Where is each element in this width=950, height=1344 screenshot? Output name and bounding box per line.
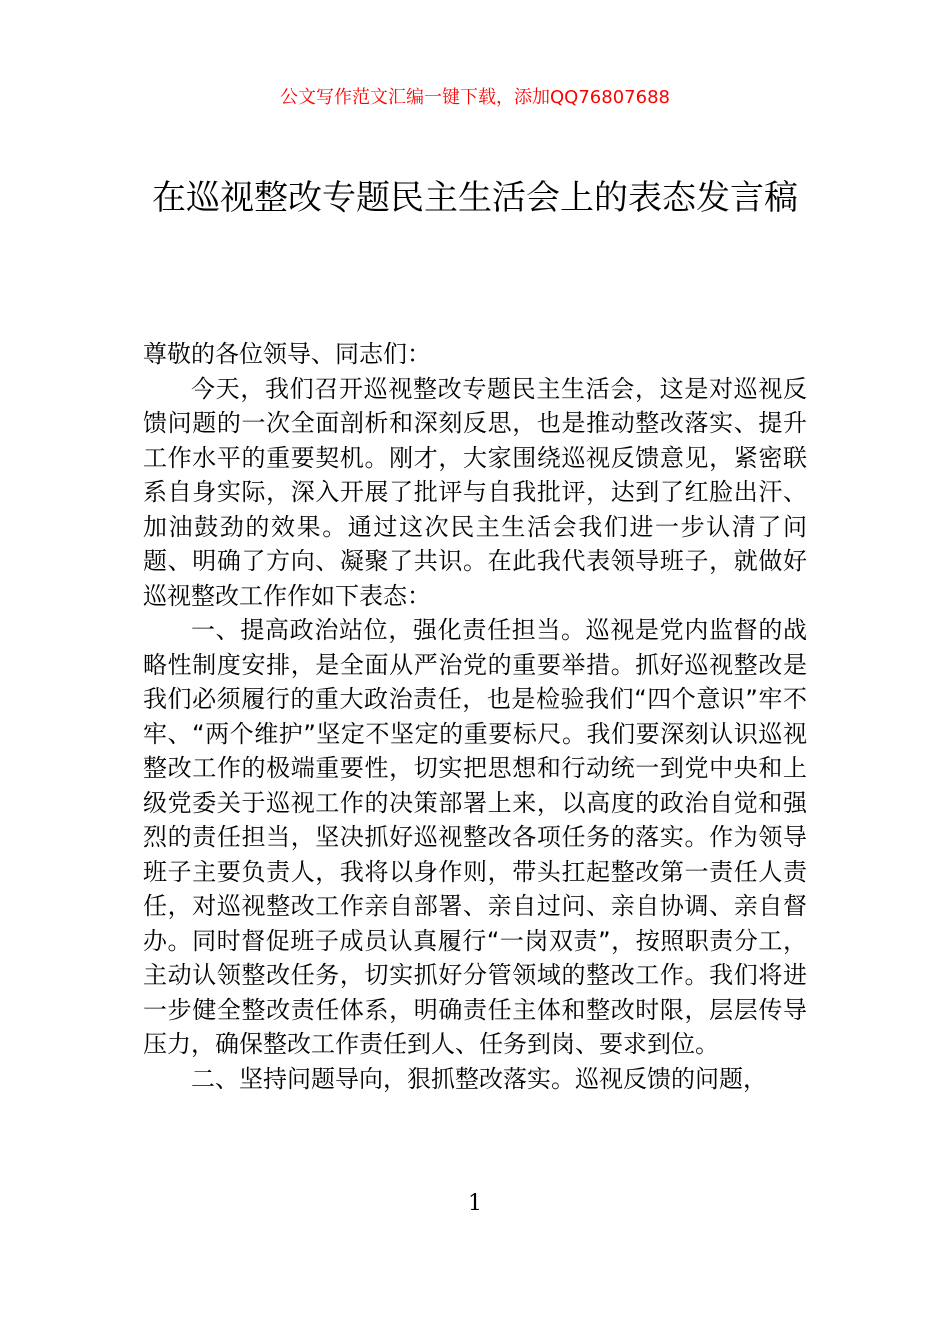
paragraph-section-two: 二、坚持问题导向，狠抓整改落实。巡视反馈的问题， (191, 1064, 767, 1093)
document-title: 在巡视整改专题民主生活会上的表态发言稿 (152, 178, 798, 218)
paragraph-intro: 今天，我们召开巡视整改专题民主生活会，这是对巡视反馈问题的一次全面剖析和深刻反思，也是推动整改落实、提升工作水平的重要契机。刚才，大家围绕巡视反馈意见，紧密联系自身实际，深入开展了批评与自我批评，达到了红脸出汗、加油鼓劲的效果。通过这次民主生活会我们进一步认清了问题、明确了方向、凝聚了共识。在此我代表领导班子，就做好巡视整改工作作如下表态： (143, 374, 807, 610)
paragraph-section-one: 一、提高政治站位，强化责任担当。巡视是党内监督的战略性制度安排，是全面从严治党的重要举措。抓好巡视整改是我们必须履行的重大政治责任，也是检验我们“四个意识”牢不牢、“两个维护”坚定不坚定的重要标尺。我们要深刻认识巡视整改工作的极端重要性，切实把思想和行动统一到党中央和上级党委关于巡视工作的决策部署上来，以高度的政治自觉和强烈的责任担当，坚决抓好巡视整改各项任务的落实。作为领导班子主要负责人，我将以身作则，带头扛起整改第一责任人责任，对巡视整改工作亲自部署、亲自过问、亲自协调、亲自督办。同时督促班子成员认真履行“一岗双责”，按照职责分工，主动认领整改任务，切实抓好分管领域的整改工作。我们将进一步健全整改责任体系，明确责任主体和整改时限，层层传导压力，确保整改工作责任到人、任务到岗、要求到位。 (143, 616, 807, 1058)
document-body (143, 337, 807, 1096)
download-banner: 公文写作范文汇编一键下载，添加QQ76807688 (280, 87, 670, 108)
page-number: 1 (468, 1191, 482, 1216)
salutation: 尊敬的各位领导、同志们： (143, 340, 431, 368)
